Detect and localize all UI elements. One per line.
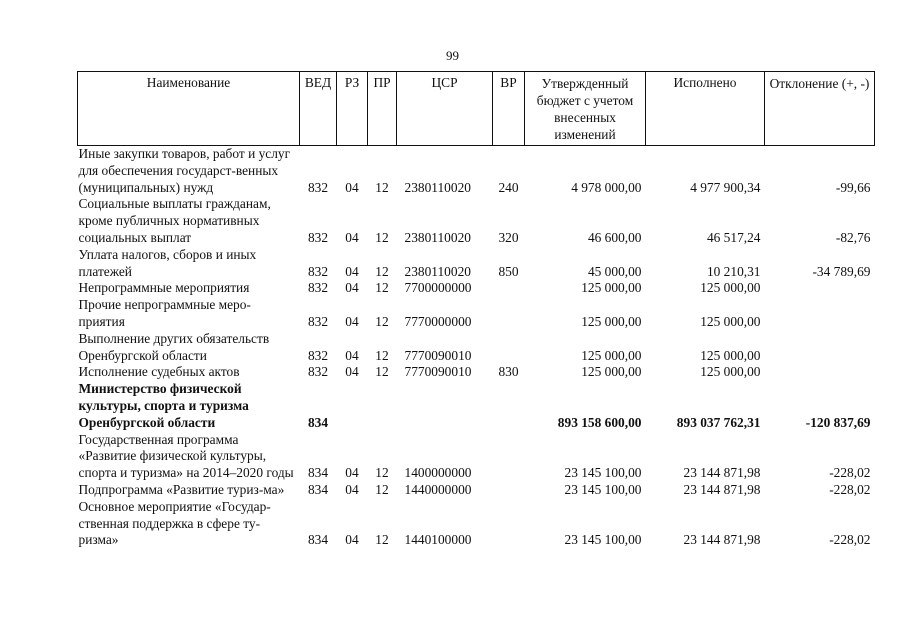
cell-executed: 125 000,00 [700, 280, 761, 296]
cell-pr: 12 [375, 179, 389, 195]
cell-ved: 834 [307, 481, 329, 497]
cell-pr: 12 [375, 532, 389, 548]
cell-deviation: -82,76 [835, 229, 871, 245]
cell-budget: 45 000,00 [587, 263, 642, 279]
cell-csr: 7770090010 [404, 347, 472, 363]
cell-deviation: -120 837,69 [805, 414, 871, 430]
cell-budget: 125 000,00 [581, 280, 642, 296]
cell-pr: 12 [375, 263, 389, 279]
table-row [78, 196, 875, 246]
cell-budget: 893 158 600,00 [557, 414, 642, 430]
header-name: Наименование [78, 72, 300, 146]
cell-vr: 850 [498, 263, 519, 279]
cell-rz: 04 [345, 465, 359, 481]
cell-ved: 834 [307, 532, 329, 548]
cell-vr: 240 [498, 179, 519, 195]
cell-deviation [765, 280, 875, 297]
cell-csr: 7700000000 [404, 280, 472, 296]
cell-vr: 830 [498, 364, 519, 380]
cell-vr [493, 331, 525, 365]
cell-executed: 125 000,00 [700, 347, 761, 363]
page-number: 99 [446, 48, 459, 63]
cell-pr: 12 [375, 229, 389, 245]
cell-rz: 04 [345, 481, 359, 497]
cell-executed: 893 037 762,31 [676, 414, 761, 430]
cell-rz: 04 [345, 313, 359, 329]
cell-pr: 12 [375, 481, 389, 497]
header-executed: Исполнено [646, 72, 765, 146]
cell-vr [493, 432, 525, 482]
header-deviation: Отклонение (+, -) [765, 72, 875, 146]
table-row [78, 247, 875, 281]
cell-csr: 1440000000 [404, 481, 472, 497]
cell-rz: 04 [345, 263, 359, 279]
cell-deviation: -99,66 [835, 179, 871, 195]
cell-name: Прочие непрограммные меро-приятия [78, 297, 251, 329]
cell-ved: 832 [307, 347, 329, 363]
cell-executed: 23 144 871,98 [683, 532, 761, 548]
cell-name: Уплата налогов, сборов и иных платежей [78, 246, 257, 279]
cell-executed: 10 210,31 [706, 263, 761, 279]
cell-name: Государственная программа «Развитие физической культуры, спорта и туризма» на 2014–2020 годы [78, 431, 294, 481]
header-ved: ВЕД [300, 72, 337, 146]
cell-budget: 125 000,00 [581, 364, 642, 380]
cell-deviation [765, 297, 875, 331]
cell-csr [397, 381, 493, 431]
header-vr: ВР [493, 72, 525, 146]
cell-ved: 832 [307, 280, 329, 296]
cell-ved: 832 [307, 179, 329, 195]
cell-deviation: -228,02 [829, 465, 871, 481]
cell-pr: 12 [375, 280, 389, 296]
cell-name: Основное мероприятие «Государ-ственная поддержка в сфере ту-ризма» [78, 498, 271, 548]
cell-rz: 04 [345, 229, 359, 245]
cell-vr: 320 [498, 229, 519, 245]
cell-executed: 125 000,00 [700, 364, 761, 380]
cell-rz: 04 [345, 364, 359, 380]
cell-csr: 2380110020 [404, 229, 471, 245]
cell-name: Подпрограмма «Развитие туриз-ма» [78, 481, 285, 497]
cell-budget: 125 000,00 [581, 347, 642, 363]
cell-budget: 4 978 000,00 [571, 179, 642, 195]
cell-pr: 12 [375, 465, 389, 481]
cell-rz: 04 [345, 179, 359, 195]
cell-name: Выполнение других обязательств Оренбургской области [78, 330, 270, 363]
cell-csr: 2380110020 [404, 179, 471, 195]
header-pr: ПР [368, 72, 397, 146]
cell-name: Министерство физической культуры, спорта и туризма Оренбургской области [78, 381, 249, 430]
cell-deviation [765, 364, 875, 381]
cell-ved: 832 [307, 364, 329, 380]
table-header [78, 72, 875, 146]
cell-vr [493, 381, 525, 431]
header-rz: РЗ [337, 72, 368, 146]
cell-name: Социальные выплаты гражданам, кроме публичных нормативных социальных выплат [78, 196, 271, 245]
table-body [78, 146, 875, 550]
cell-pr [368, 381, 397, 431]
cell-rz [337, 381, 368, 431]
table-row [78, 297, 875, 331]
cell-csr: 7770090010 [404, 364, 472, 380]
table-row [78, 331, 875, 365]
cell-csr: 7770000000 [404, 313, 472, 329]
table-row [78, 146, 875, 197]
cell-vr [493, 280, 525, 297]
cell-ved: 832 [307, 229, 329, 245]
cell-deviation: -228,02 [829, 532, 871, 548]
cell-executed: 125 000,00 [700, 313, 761, 329]
budget-table [77, 71, 875, 549]
table-row [78, 499, 875, 549]
cell-rz: 04 [345, 347, 359, 363]
cell-budget: 23 145 100,00 [564, 481, 642, 497]
table-row [78, 381, 875, 431]
table-row [78, 432, 875, 482]
cell-ved: 832 [307, 313, 329, 329]
cell-budget: 125 000,00 [581, 313, 642, 329]
cell-budget: 23 145 100,00 [564, 465, 642, 481]
cell-ved: 834 [307, 414, 329, 430]
cell-name: Непрограммные мероприятия [78, 280, 250, 296]
cell-pr: 12 [375, 347, 389, 363]
header-csr: ЦСР [397, 72, 493, 146]
cell-budget: 46 600,00 [587, 229, 642, 245]
cell-deviation [765, 331, 875, 365]
cell-pr: 12 [375, 364, 389, 380]
cell-deviation: -228,02 [829, 481, 871, 497]
cell-csr: 1440100000 [404, 532, 472, 548]
cell-vr [493, 482, 525, 499]
cell-executed: 4 977 900,34 [690, 179, 761, 195]
cell-budget: 23 145 100,00 [564, 532, 642, 548]
cell-executed: 23 144 871,98 [683, 465, 761, 481]
cell-deviation: -34 789,69 [812, 263, 871, 279]
table-row [78, 280, 875, 297]
cell-rz: 04 [345, 280, 359, 296]
table-row [78, 482, 875, 499]
cell-vr [493, 297, 525, 331]
cell-csr: 1400000000 [404, 465, 472, 481]
cell-csr: 2380110020 [404, 263, 471, 279]
table-row [78, 364, 875, 381]
cell-ved: 834 [307, 465, 329, 481]
cell-executed: 46 517,24 [706, 229, 761, 245]
cell-name: Иные закупки товаров, работ и услуг для обеспечения государст-венных (муниципальных) нужд [78, 146, 291, 195]
cell-rz: 04 [345, 532, 359, 548]
cell-ved: 832 [307, 263, 329, 279]
cell-vr [493, 499, 525, 549]
header-budget: Утвержденный бюджет с учетом внесенных изменений [525, 72, 646, 146]
cell-executed: 23 144 871,98 [683, 481, 761, 497]
cell-pr: 12 [375, 313, 389, 329]
cell-name: Исполнение судебных актов [78, 364, 240, 380]
